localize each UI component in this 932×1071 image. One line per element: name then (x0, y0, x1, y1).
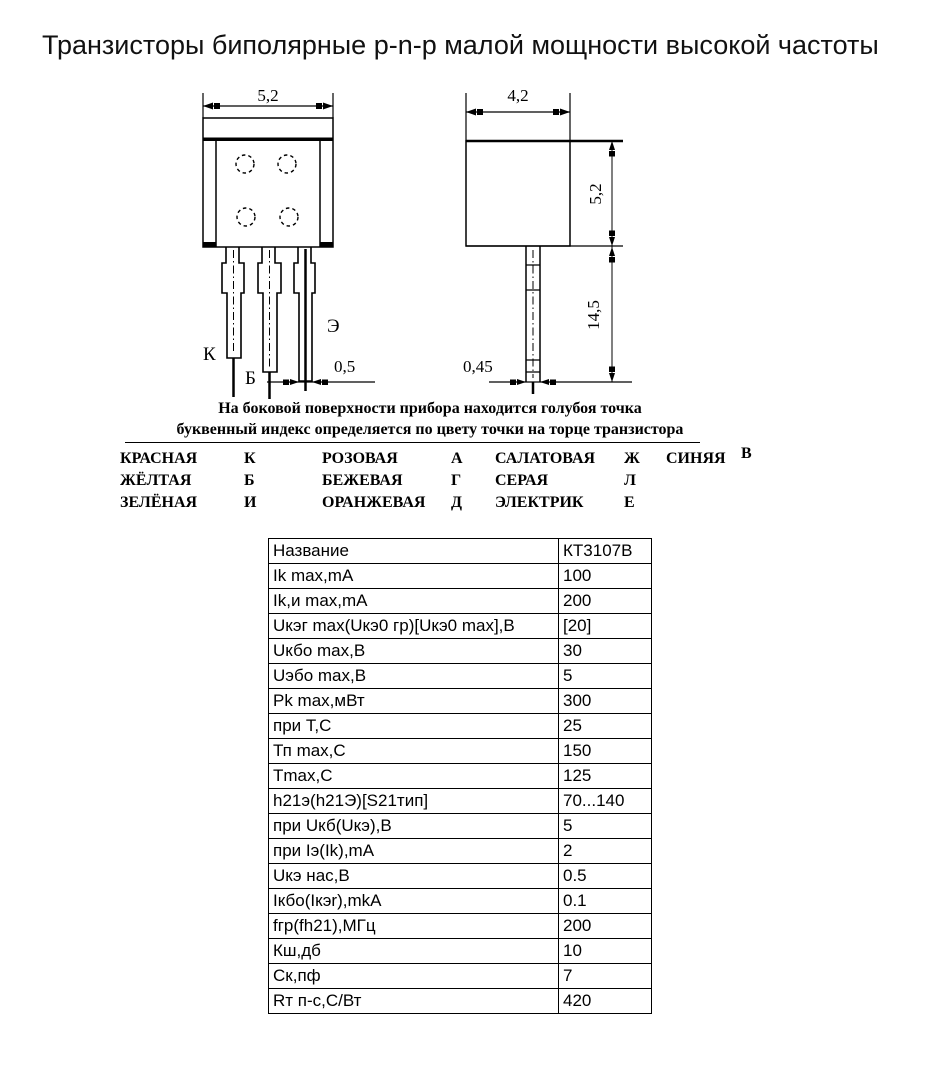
param-value-cell: 200 (559, 589, 652, 614)
dim-arrow (510, 380, 516, 386)
param-value-cell: 420 (559, 989, 652, 1014)
dim-arrow (214, 103, 220, 109)
param-name-cell: Uкбо max,В (269, 639, 559, 664)
front-view-drawing (203, 86, 375, 399)
color-name: ЭЛЕКТРИК (495, 494, 584, 511)
color-dot-note (130, 398, 730, 440)
table-row (269, 689, 652, 714)
color-index-row (0, 472, 932, 490)
param-value-cell: 100 (559, 564, 652, 589)
table-row (269, 589, 652, 614)
dim-arrow (477, 109, 483, 115)
dim-arrow (609, 257, 615, 263)
note-line-1: На боковой поверхности прибора находится голубоя точка (218, 400, 642, 417)
param-name-cell: Iкбо(Iкэr),mkA (269, 889, 559, 914)
table-row (269, 864, 652, 889)
param-value-cell: 0.5 (559, 864, 652, 889)
color-letter: Д (451, 494, 463, 511)
dim-arrow (203, 103, 213, 110)
param-value-cell: 7 (559, 964, 652, 989)
side-lead-width-dim-label: 0,45 (463, 357, 493, 376)
dim-arrow (609, 141, 615, 150)
emitter-label: Э (327, 316, 340, 337)
dim-arrow (540, 379, 549, 385)
dim-arrow (560, 109, 570, 116)
param-value-cell: 30 (559, 639, 652, 664)
dim-arrow (312, 379, 321, 385)
dim-arrow (609, 231, 615, 237)
dim-arrow (609, 151, 615, 157)
table-row (269, 964, 652, 989)
color-letter: И (244, 494, 257, 511)
param-name-cell: при Т,С (269, 714, 559, 739)
param-name-cell: Ск,пф (269, 964, 559, 989)
color-name: ОРАНЖЕВАЯ (322, 494, 426, 511)
color-letter: В (741, 445, 752, 462)
param-value-cell: [20] (559, 614, 652, 639)
color-letter: А (451, 450, 463, 467)
front-body-outline (203, 118, 333, 247)
table-row (269, 639, 652, 664)
param-value-cell: КТ3107В (559, 539, 652, 564)
front-body-band (203, 138, 333, 142)
param-value-cell: 70...140 (559, 789, 652, 814)
front-width-dim-label: 5,2 (257, 86, 279, 105)
dim-arrow (550, 380, 556, 386)
color-name: СЕРАЯ (495, 472, 549, 489)
table-row (269, 764, 652, 789)
param-name-cell: Ik max,mA (269, 564, 559, 589)
side-view-drawing (463, 86, 632, 394)
dim-arrow (609, 367, 615, 373)
front-holes (236, 155, 298, 226)
base-label: Б (245, 368, 256, 389)
package-drawings (140, 80, 660, 405)
dim-arrow (322, 380, 328, 386)
color-letter: Г (451, 472, 462, 489)
front-corner-mark (203, 242, 216, 247)
color-name: РОЗОВАЯ (322, 450, 398, 467)
param-name-cell: Pk max,мВт (269, 689, 559, 714)
param-value-cell: 2 (559, 839, 652, 864)
table-row (269, 789, 652, 814)
color-name: ЗЕЛЁНАЯ (120, 494, 198, 511)
color-letter: К (244, 450, 256, 467)
parameters-table (268, 538, 652, 1014)
color-letter: Л (624, 472, 636, 489)
color-name: КРАСНАЯ (120, 450, 198, 467)
note-line-2: буквенный индекс определяется по цвету точки на торце транзистора (176, 421, 684, 438)
color-name: ЖЁЛТАЯ (120, 472, 192, 489)
param-name-cell: Uэбо max,В (269, 664, 559, 689)
dim-arrow (609, 373, 615, 382)
dim-arrow (290, 379, 299, 385)
param-value-cell: 5 (559, 814, 652, 839)
dim-arrow (609, 237, 615, 246)
param-value-cell: 0.1 (559, 889, 652, 914)
param-name-cell: Ik,и max,mA (269, 589, 559, 614)
param-value-cell: 25 (559, 714, 652, 739)
front-lead-dim-label: 0,5 (334, 357, 356, 376)
param-name-cell: Uкэ нас,В (269, 864, 559, 889)
param-value-cell: 150 (559, 739, 652, 764)
param-name-cell: Tmax,С (269, 764, 559, 789)
dim-arrow (609, 247, 615, 256)
table-row (269, 714, 652, 739)
param-value-cell: 10 (559, 939, 652, 964)
color-letter: Б (244, 472, 255, 489)
front-body-inner-lines (216, 141, 320, 247)
param-value-cell: 300 (559, 689, 652, 714)
table-row (269, 814, 652, 839)
param-value-cell: 125 (559, 764, 652, 789)
table-row (269, 564, 652, 589)
table-row (269, 739, 652, 764)
param-name-cell: Тп max,С (269, 739, 559, 764)
color-letter: Е (624, 494, 635, 511)
param-name-cell: Название (269, 539, 559, 564)
param-name-cell: при Uкб(Uкэ),В (269, 814, 559, 839)
color-name: БЕЖЕВАЯ (322, 472, 403, 489)
dim-arrow (517, 379, 526, 385)
param-name-cell: h21э(h21Э)[S21тип] (269, 789, 559, 814)
note-underline (125, 442, 700, 443)
table-row (269, 614, 652, 639)
table-row (269, 839, 652, 864)
side-body-height-dim-label: 5,2 (586, 183, 605, 205)
param-value-cell: 200 (559, 914, 652, 939)
table-row (269, 664, 652, 689)
dim-arrow (323, 103, 333, 110)
color-index-row (0, 494, 932, 512)
param-name-cell: fгр(fh21),МГц (269, 914, 559, 939)
front-corner-mark (320, 242, 333, 247)
table-header-row (269, 539, 652, 564)
table-row (269, 989, 652, 1014)
color-name: СИНЯЯ (666, 450, 726, 467)
param-name-cell: при Iэ(Ik),mA (269, 839, 559, 864)
param-name-cell: Кш,дб (269, 939, 559, 964)
collector-label: К (203, 344, 216, 365)
param-name-cell: Rт п-с,С/Вт (269, 989, 559, 1014)
color-letter: Ж (624, 450, 640, 467)
side-body-outline (466, 141, 570, 246)
dim-arrow (283, 380, 289, 386)
table-row (269, 939, 652, 964)
table-row (269, 889, 652, 914)
side-width-dim-label: 4,2 (507, 86, 529, 105)
dim-arrow (466, 109, 476, 116)
dim-arrow (553, 109, 559, 115)
color-name: САЛАТОВАЯ (495, 450, 596, 467)
color-index-row (0, 445, 932, 468)
dim-arrow (316, 103, 322, 109)
side-lead-length-dim-label: 14,5 (584, 300, 603, 330)
table-row (269, 914, 652, 939)
param-value-cell: 5 (559, 664, 652, 689)
page-title: Транзисторы биполярные p-n-p малой мощности высокой частоты (42, 30, 879, 60)
param-name-cell: Uкэг max(Uкэ0 гр)[Uкэ0 max],В (269, 614, 559, 639)
